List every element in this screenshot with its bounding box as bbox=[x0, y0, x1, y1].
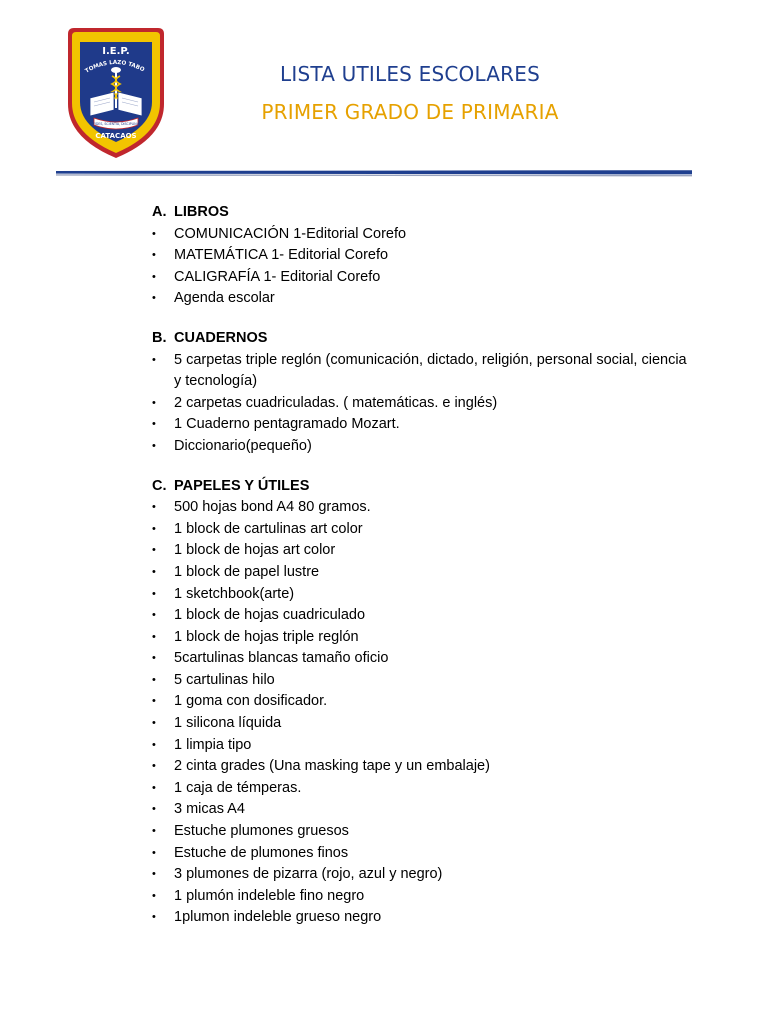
section-heading bbox=[152, 202, 692, 224]
list-item-text: 5cartulinas blancas tamaño oficio bbox=[174, 650, 389, 667]
bullet-icon: • bbox=[152, 630, 156, 643]
page-title: LISTA UTILES ESCOLARES bbox=[280, 62, 540, 86]
list-item bbox=[152, 886, 692, 908]
list-item bbox=[152, 288, 692, 310]
list-item bbox=[152, 562, 692, 584]
list-item bbox=[152, 907, 692, 929]
logo-name-textpath: TOMAS LAZO TABO bbox=[84, 59, 146, 75]
list-item-text: Diccionario(pequeño) bbox=[174, 437, 312, 454]
section-heading bbox=[152, 328, 692, 350]
bullet-icon: • bbox=[152, 353, 156, 366]
bullet-icon: • bbox=[152, 889, 156, 902]
list-item bbox=[152, 497, 692, 519]
list-item bbox=[152, 584, 692, 606]
list-item-text: 1 silicona líquida bbox=[174, 715, 282, 732]
bullet-icon: • bbox=[152, 781, 156, 794]
list-item-text: 500 hojas bond A4 80 gramos. bbox=[174, 499, 371, 516]
bullet-icon: • bbox=[152, 587, 156, 600]
bullet-icon: • bbox=[152, 695, 156, 708]
list-item-text: 1 Cuaderno pentagramado Mozart. bbox=[174, 416, 400, 433]
list-item-text: 5 cartulinas hilo bbox=[174, 671, 275, 688]
list-item bbox=[152, 713, 692, 735]
section-letter: B. bbox=[152, 329, 167, 346]
list-item-text: 1 block de cartulinas art color bbox=[174, 520, 363, 537]
section-papeles-y-utiles bbox=[152, 476, 692, 929]
logo-city-text: CATACAOS bbox=[95, 132, 137, 140]
bullet-icon: • bbox=[152, 249, 156, 262]
bullet-icon: • bbox=[152, 227, 156, 240]
logo-top-text: I.E.P. bbox=[102, 46, 130, 57]
bullet-icon: • bbox=[152, 673, 156, 686]
list-item bbox=[152, 267, 692, 289]
bullet-icon: • bbox=[152, 911, 156, 924]
bullet-icon: • bbox=[152, 609, 156, 622]
list-item-text: 3 plumones de pizarra (rojo, azul y negro) bbox=[174, 866, 443, 883]
bullet-icon: • bbox=[152, 439, 156, 452]
list-item-text: 1 caja de témperas. bbox=[174, 779, 302, 796]
section-item-list bbox=[152, 497, 692, 929]
list-item-text: 1 sketchbook(arte) bbox=[174, 585, 295, 602]
list-item bbox=[152, 519, 692, 541]
list-item-text: Estuche de plumones finos bbox=[174, 844, 349, 861]
bullet-icon: • bbox=[152, 760, 156, 773]
list-item-text: 5 carpetas triple reglón (comunicación, dictado, religión, personal social, ciencia y tecnología) bbox=[174, 351, 687, 390]
bullet-icon: • bbox=[152, 868, 156, 881]
bullet-icon: • bbox=[152, 418, 156, 431]
list-item bbox=[152, 627, 692, 649]
list-item bbox=[152, 540, 692, 562]
list-item bbox=[152, 670, 692, 692]
bullet-icon: • bbox=[152, 652, 156, 665]
list-item-text: 1 plumón indeleble fino negro bbox=[174, 887, 365, 904]
list-item bbox=[152, 799, 692, 821]
bullet-icon: • bbox=[152, 292, 156, 305]
section-libros bbox=[152, 202, 692, 310]
page-subtitle: PRIMER GRADO DE PRIMARIA bbox=[261, 100, 559, 124]
section-cuadernos bbox=[152, 328, 692, 458]
list-item-text: 1 block de hojas triple reglón bbox=[174, 628, 359, 645]
list-item-text: 1 limpia tipo bbox=[174, 736, 252, 753]
list-item-text: 1 goma con dosificador. bbox=[174, 693, 328, 710]
list-item-text: 1 block de hojas cuadriculado bbox=[174, 607, 366, 624]
list-item bbox=[152, 436, 692, 458]
list-item-text: 2 carpetas cuadriculadas. ( matemáticas. e inglés) bbox=[174, 394, 498, 411]
list-item-text: 2 cinta grades (Una masking tape y un embalaje) bbox=[174, 758, 490, 775]
bullet-icon: • bbox=[152, 522, 156, 535]
header-divider bbox=[56, 168, 692, 177]
bullet-icon: • bbox=[152, 738, 156, 751]
list-item-text: Agenda escolar bbox=[174, 290, 275, 307]
list-item-text: 1plumon indeleble grueso negro bbox=[174, 909, 382, 926]
section-title: LIBROS bbox=[174, 204, 229, 220]
list-item bbox=[152, 648, 692, 670]
list-item bbox=[152, 350, 692, 393]
list-item-text: CALIGRAFÍA 1- Editorial Corefo bbox=[174, 268, 381, 285]
list-item-text: 3 micas A4 bbox=[174, 801, 245, 818]
list-item bbox=[152, 821, 692, 843]
school-crest-logo-svg bbox=[64, 26, 168, 160]
bullet-icon: • bbox=[152, 396, 156, 409]
bullet-icon: • bbox=[152, 501, 156, 514]
section-heading bbox=[152, 476, 692, 498]
bullet-icon: • bbox=[152, 803, 156, 816]
logo-motto-text: FIDES, SCIENTIA, DISCIPLINA bbox=[93, 122, 139, 126]
bullet-icon: • bbox=[152, 565, 156, 578]
list-item-text: MATEMÁTICA 1- Editorial Corefo bbox=[174, 247, 389, 264]
list-item bbox=[152, 224, 692, 246]
bullet-icon: • bbox=[152, 717, 156, 730]
list-item bbox=[152, 864, 692, 886]
bullet-icon: • bbox=[152, 270, 156, 283]
list-item bbox=[152, 605, 692, 627]
section-title: CUADERNOS bbox=[174, 329, 268, 346]
list-item bbox=[152, 778, 692, 800]
bullet-icon: • bbox=[152, 544, 156, 557]
list-item bbox=[152, 245, 692, 267]
section-item-list bbox=[152, 224, 692, 310]
section-title: PAPELES Y ÚTILES bbox=[174, 477, 310, 494]
list-item bbox=[152, 735, 692, 757]
list-item-text: 1 block de hojas art color bbox=[174, 542, 336, 559]
list-item bbox=[152, 393, 692, 415]
list-item bbox=[152, 691, 692, 713]
section-letter: C. bbox=[152, 477, 167, 494]
list-item bbox=[152, 756, 692, 778]
bullet-icon: • bbox=[152, 825, 156, 838]
school-crest-logo bbox=[64, 26, 168, 160]
bullet-icon: • bbox=[152, 846, 156, 859]
section-item-list bbox=[152, 350, 692, 458]
section-letter: A. bbox=[152, 204, 167, 220]
list-item bbox=[152, 843, 692, 865]
supply-list bbox=[152, 202, 692, 929]
list-item-text: 1 block de papel lustre bbox=[174, 563, 320, 580]
list-item bbox=[152, 414, 692, 436]
list-item-text: Estuche plumones gruesos bbox=[174, 823, 349, 840]
list-item-text: COMUNICACIÓN 1-Editorial Corefo bbox=[174, 225, 407, 242]
